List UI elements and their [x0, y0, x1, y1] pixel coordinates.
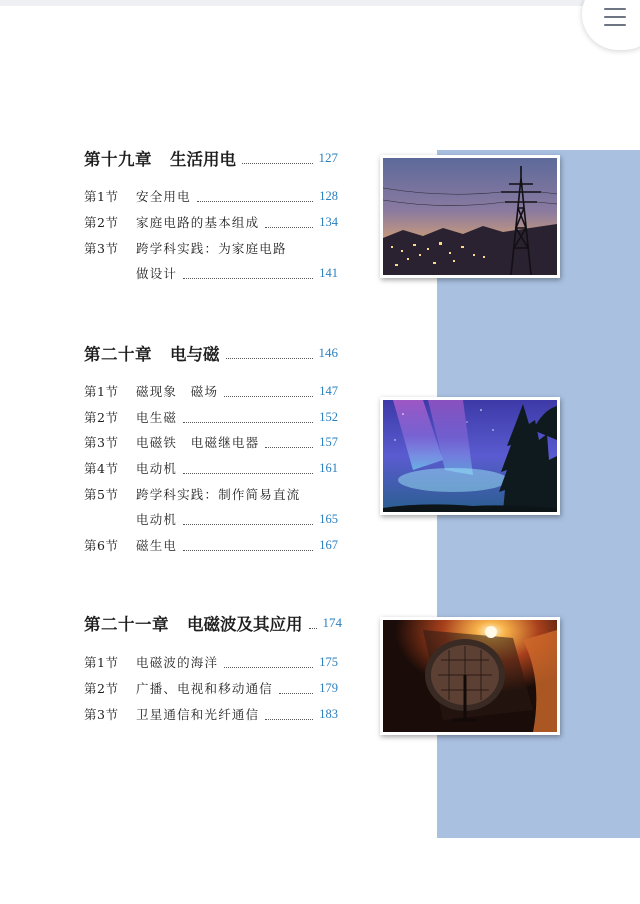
- section-title: 电生磁: [136, 410, 178, 425]
- chapter-title: 电与磁: [170, 345, 220, 364]
- dot-leader: [279, 693, 313, 694]
- chapter-20-heading[interactable]: [84, 342, 338, 364]
- section-number: 第2节: [84, 410, 119, 425]
- section-title-continued: 做设计: [136, 266, 178, 281]
- section-number: 第4节: [84, 461, 119, 476]
- section-entry[interactable]: [84, 704, 338, 724]
- section-page-number: 161: [319, 460, 338, 475]
- section-entry[interactable]: [84, 535, 338, 555]
- section-entry[interactable]: [84, 458, 338, 478]
- chapter-21-heading[interactable]: [84, 612, 342, 634]
- section-number: 第3节: [84, 435, 119, 450]
- section-page-number: 175: [319, 654, 338, 669]
- section-title: 电磁波的海洋: [136, 655, 219, 670]
- section-page-number: 141: [319, 265, 338, 280]
- section-entry[interactable]: [84, 652, 338, 672]
- section-entry[interactable]: [84, 678, 338, 698]
- chapter-page-number: 146: [318, 345, 338, 360]
- section-number: 第1节: [84, 189, 119, 204]
- dot-leader: [197, 201, 313, 202]
- menu-button[interactable]: [582, 0, 640, 50]
- section-entry[interactable]: [84, 407, 338, 427]
- section-number: 第3节: [84, 241, 119, 256]
- aurora-photo: [380, 397, 560, 515]
- power-tower-photo: [380, 155, 560, 278]
- section-entry[interactable]: [84, 484, 338, 504]
- section-number: 第1节: [84, 655, 119, 670]
- dot-leader: [224, 396, 313, 397]
- section-title: 磁现象 磁场: [136, 384, 219, 399]
- dot-leader: [265, 227, 313, 228]
- section-title: 家庭电路的基本组成: [136, 215, 260, 230]
- aurora-night-sky-image: [383, 400, 557, 512]
- section-page-number: 167: [319, 537, 338, 552]
- section-entry[interactable]: [84, 212, 338, 232]
- top-bar: [0, 0, 640, 6]
- section-page-number: 183: [319, 706, 338, 721]
- section-entry[interactable]: [84, 432, 338, 452]
- section-page-number: 152: [319, 409, 338, 424]
- chapter-19-heading[interactable]: [84, 147, 338, 169]
- dot-leader: [183, 550, 313, 551]
- satellite-dish-sunset-image: [383, 620, 557, 732]
- chapter-number: 第十九章: [84, 150, 152, 169]
- section-title: 安全用电: [136, 189, 191, 204]
- section-entry-continued[interactable]: [84, 263, 338, 283]
- chapter-page-number: 127: [318, 150, 338, 165]
- dot-leader: [183, 473, 313, 474]
- dot-leader: [265, 447, 313, 448]
- dot-leader: [242, 163, 313, 164]
- section-page-number: 147: [319, 383, 338, 398]
- chapter-title: 电磁波及其应用: [187, 615, 303, 634]
- hamburger-menu-icon: [604, 8, 626, 10]
- section-page-number: 179: [319, 680, 338, 695]
- section-title-continued: 电动机: [136, 512, 178, 527]
- section-number: 第6节: [84, 538, 119, 553]
- section-title: 电磁铁 电磁继电器: [136, 435, 260, 450]
- chapter-number: 第二十一章: [84, 615, 169, 634]
- section-title: 卫星通信和光纤通信: [136, 707, 260, 722]
- dot-leader: [183, 278, 313, 279]
- hamburger-menu-icon-bar: [604, 16, 626, 18]
- chapter-page-number: 174: [322, 615, 342, 630]
- dot-leader: [224, 667, 313, 668]
- section-title: 跨学科实践：为家庭电路: [136, 241, 287, 256]
- section-number: 第2节: [84, 681, 119, 696]
- section-number: 第2节: [84, 215, 119, 230]
- chapter-number: 第二十章: [84, 345, 152, 364]
- section-title: 电动机: [136, 461, 178, 476]
- chapter-title: 生活用电: [170, 150, 236, 169]
- satellite-dish-photo: [380, 617, 560, 735]
- section-number: 第5节: [84, 487, 119, 502]
- section-entry[interactable]: [84, 186, 338, 206]
- hamburger-menu-icon-bar: [604, 24, 626, 26]
- section-number: 第3节: [84, 707, 119, 722]
- section-page-number: 165: [319, 511, 338, 526]
- dot-leader: [183, 524, 313, 525]
- section-page-number: 157: [319, 434, 338, 449]
- section-number: 第1节: [84, 384, 119, 399]
- section-entry[interactable]: [84, 238, 338, 258]
- section-entry[interactable]: [84, 381, 338, 401]
- dot-leader: [265, 719, 313, 720]
- dot-leader: [226, 358, 313, 359]
- section-title: 跨学科实践：制作简易直流: [136, 487, 301, 502]
- section-page-number: 134: [319, 214, 338, 229]
- section-title: 磁生电: [136, 538, 178, 553]
- section-page-number: 128: [319, 188, 338, 203]
- dot-leader: [183, 422, 313, 423]
- dot-leader: [309, 628, 317, 629]
- section-title: 广播、电视和移动通信: [136, 681, 274, 696]
- power-tower-night-city-image: [383, 158, 557, 275]
- section-entry-continued[interactable]: [84, 509, 338, 529]
